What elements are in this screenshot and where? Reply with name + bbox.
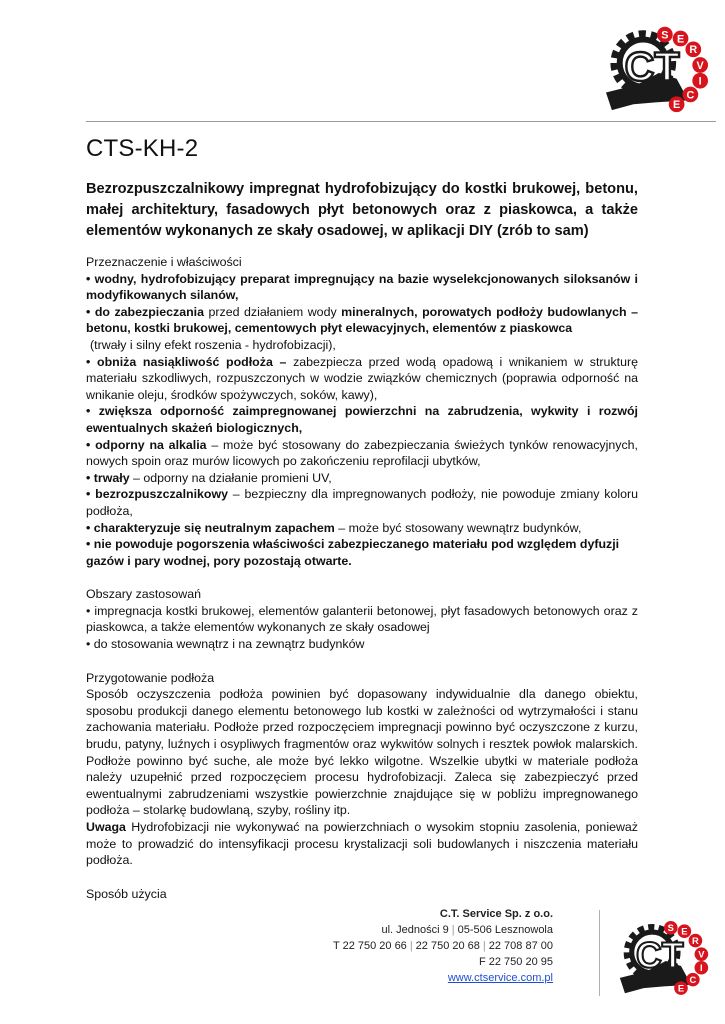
property-item: • nie powoduje pogorszenia właściwości zabezpieczanego materiału pod względem dyfuzji gazów i pary wodnej, pory pozostają otwarte. <box>86 537 620 568</box>
application-item: • impregnacja kostki brukowej, elementów galanterii betonowej, płyt fasadowych betonowych oraz z piaskowca, a także elementów wykonanych ze skały osadowej <box>86 603 638 635</box>
logo-letter: R <box>692 935 699 946</box>
footer-company: C.T. Service Sp. z o.o. <box>439 908 553 920</box>
property-item: (trwały i silny efekt roszenia - hydrofobizacji), <box>90 337 336 352</box>
document-body <box>86 179 638 902</box>
logo-ct-text: CT <box>635 935 684 976</box>
logo-letter: E <box>676 33 685 46</box>
logo-letter: E <box>673 99 681 112</box>
footer-address: ul. Jedności 9 | 05-506 Lesznowola <box>381 924 553 936</box>
property-item: • trwały – odporny na działanie promieni UV, <box>86 470 332 485</box>
footer-fax: F 22 750 20 95 <box>478 956 553 968</box>
logo-letter: S <box>661 29 669 42</box>
preparation-heading: Przygotowanie podłoża <box>86 670 215 685</box>
property-item: • zwiększa odporność zaimpregnowanej powierzchni na zabrudzenia, wykwity i rozwój ewentualnych skażeń biologicznych, <box>86 404 638 435</box>
footer-divider <box>599 910 600 996</box>
logo-ct-text: CT <box>624 43 680 90</box>
logo-letter: V <box>698 949 705 960</box>
preparation-paragraph: Sposób oczyszczenia podłoża powinien być dopasowany indywidualnie dla danego obiektu, sposobu produkcji danego elementu betonowego lub kostki w zależności od wytrzymałości i stanu zachowania materiału. Podłoże przed rozpoczęciem impregnacji powinno być oczyszczone z kurzu, brudu, patyny, luźnych i osypliwych fragmentów oraz wykwitów solnych i resztek powłok malarskich. Podłoże powinno być suche, ale może być lekko wilgotne. Wszelkie ubytki w materiale podłoża należy uzupełnić przed rozpoczęciem procesu hydrofobizacji. Zaleca się zabezpieczyć przed ewentualnymi zabrudzeniami wszystkie powierzchnie znajdujące się w pobliżu impregnowanego podłoża – stolarkę budowlaną, szyby, rośliny itp. <box>86 687 638 818</box>
logo-letter: C <box>689 975 697 986</box>
logo-letter: R <box>689 44 698 57</box>
footer-phones: T 22 750 20 66 | 22 750 20 68 | 22 708 87 00 <box>333 940 553 952</box>
usage-heading: Sposób użycia <box>86 886 167 901</box>
applications-heading: Obszary zastosowań <box>86 587 202 602</box>
logo-letter: I <box>698 75 702 88</box>
document-title: CTS-KH-2 <box>86 135 199 162</box>
property-item: • obniża nasiąkliwość podłoża – zabezpiecza przed wodą opadową i wnikaniem w strukturę materiału szkodliwych, rozpuszczonych w wodzie związków chemicznych (poprawia odporność na wnikanie oleju, środków spożywczych, soków, kawy), <box>86 354 638 402</box>
property-item: • wodny, hydrofobizujący preparat impregnujący na bazie wyselekcjonowanych siloksanów i modyfikowanych silanów, <box>86 271 638 303</box>
logo-letter: V <box>696 59 704 72</box>
document-subtitle: Bezrozpuszczalnikowy impregnat hydrofobizujący do kostki brukowej, betonu, małej architektury, fasadowych płyt betonowych oraz z piaskowca, a także elementów wykonanych ze skały osadowej, w aplikacji DIY (zrób to sam) <box>86 181 638 239</box>
application-item: • do stosowania wewnątrz i na zewnątrz budynków <box>86 637 365 652</box>
logo-letter: E <box>677 983 685 994</box>
property-item: • charakteryzuje się neutralnym zapachem – może być stosowany wewnątrz budynków, <box>86 520 582 535</box>
properties-list <box>86 271 638 570</box>
logo-letter: E <box>681 926 688 937</box>
header-divider <box>86 121 716 122</box>
property-item: • do zabezpieczania przed działaniem wody mineralnych, porowatych podłoży budowlanych – betonu, kostki brukowej, cementowych płyt elewacyjnych, elementów z piaskowca <box>86 304 638 336</box>
properties-heading: Przeznaczenie i właściwości <box>86 255 242 269</box>
footer-website-link[interactable]: www.ctservice.com.pl <box>447 972 553 984</box>
preparation-note: Uwaga Hydrofobizacji nie wykonywać na powierzchniach o wysokim stopniu zasolenia, ponieważ może to prowadzić do intensyfikacji procesu krystalizacji soli budowlanych i niszczenia materiału podłoża. <box>86 820 638 868</box>
property-item: • odporny na alkalia – może być stosowany do zabezpieczania świeżych tynków renowacyjnych, nowych spoin oraz murów licowych po zakończeniu reprofilacji ubytków, <box>86 437 638 469</box>
footer-contact <box>333 906 553 986</box>
property-item: • bezrozpuszczalnikowy – bezpieczny dla impregnowanych podłoży, nie powoduje zmiany koloru podłoża, <box>86 487 638 518</box>
company-logo-footer <box>612 910 716 1000</box>
logo-letter: S <box>667 923 674 934</box>
logo-letter: C <box>686 89 695 102</box>
logo-letter: I <box>700 963 703 974</box>
company-logo <box>598 14 716 118</box>
